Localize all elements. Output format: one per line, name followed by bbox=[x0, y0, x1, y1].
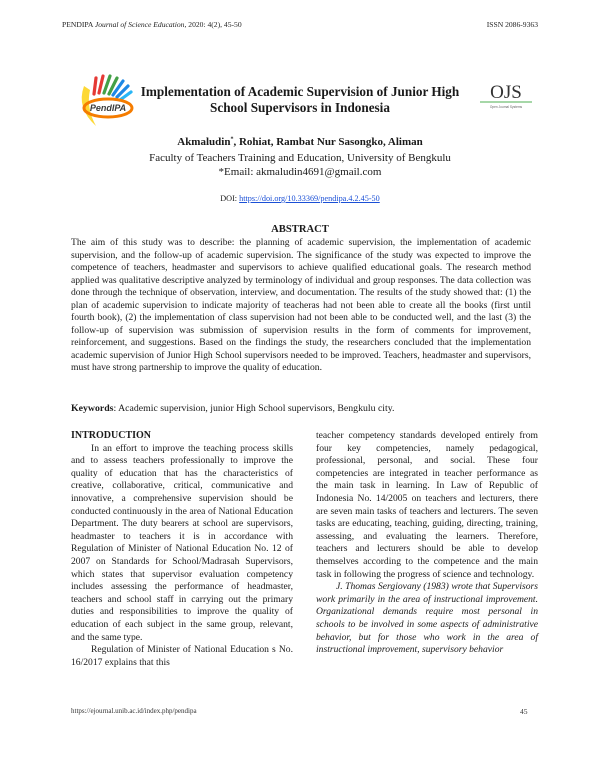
abstract-heading: ABSTRACT bbox=[271, 224, 329, 235]
doi-label: DOI: bbox=[220, 194, 240, 203]
affiliation: Faculty of Teachers Training and Education, University of Bengkulu bbox=[149, 152, 451, 164]
doi-line bbox=[60, 194, 540, 203]
running-head bbox=[62, 20, 538, 29]
right-column bbox=[316, 430, 538, 657]
section-heading-introduction: INTRODUCTION bbox=[71, 430, 152, 441]
page-number: 45 bbox=[520, 707, 528, 716]
ojs-logo-icon bbox=[474, 80, 538, 112]
svg-text:PendIPA: PendIPA bbox=[89, 103, 127, 113]
journal-title-italic: Journal of Science Education bbox=[94, 20, 185, 29]
author-list bbox=[60, 136, 540, 148]
abstract-text: The aim of this study was to describe: the planning of academic supervision, the implementation of academic supervision, and the follow-up of academic supervision. The significance of the study was expected to improve the competence of teachers, headmaster and supervisors to achieve qualified educational goals. The research method applied was qualitative descriptive analyzed by terminology of individual and group responses. The data collection was done through the technique of observation, interview, and documentation. The results of the study showed that: (1) the plan of academic supervision to indicate majority of teacheras had not been able to create all the books (first until fourth book), (2) the implementation of class supervision had not been able to be conducted well, and the last (3) the follow-up of supervision was submission of supervision results in the form of comments for improvement, reinforcement, and suggestions. Based on the findings the study, the researchers concluded that the implementation academic supervision of Junior High School supervisors needed to be improved. Teachers, headmaster and supervisors, must have strong partnership to improve the quality of education. bbox=[71, 237, 531, 374]
paragraph: In an effort to improve the teaching process skills and to assess teachers professionally to improve the quality of education that has the characteristics of creative, collaborative, critical, communicative and innovative, a comprehensive supervision should be conducted continuously in the area of National Education Department. The duty bearers at school are supervisors, headmaster to teachers it is in accordance with Regulation of Minister of National Education No. 12 of 2007 on Standards for School/Madrasah Supervisors, which states that supervisor evaluation competency includes assessing the performance of headmaster, teachers and school staff in carrying out the primary duties and responsibilities to improve the quality of education of each subject in the same group, relevant, and the same type. bbox=[71, 442, 293, 643]
affiliation-block bbox=[60, 151, 540, 179]
paragraph: Regulation of Minister of National Education s No. 16/2017 explains that this bbox=[71, 644, 293, 668]
paper-title: Implementation of Academic Supervision of Junior High School Supervisors in Indonesia bbox=[140, 84, 460, 115]
co-authors: , Rohiat, Rambat Nur Sasongko, Aliman bbox=[233, 136, 423, 148]
journal-name: PENDIPA bbox=[62, 20, 95, 29]
keywords-label: Keywords bbox=[71, 403, 114, 414]
keywords-text: : Academic supervision, junior High School supervisors, Bengkulu city. bbox=[113, 403, 395, 414]
journal-citation bbox=[62, 20, 242, 29]
svg-text:OJS: OJS bbox=[490, 82, 522, 103]
footer-url: https://ejournal.unib.ac.id/index.php/pendipa bbox=[71, 707, 197, 715]
issn: ISSN 2086-9363 bbox=[486, 20, 538, 29]
left-column bbox=[71, 430, 293, 669]
corresponding-mark: * bbox=[230, 136, 234, 143]
svg-text:Open Journal Systems: Open Journal Systems bbox=[489, 105, 523, 109]
doi-link[interactable]: https://doi.org/10.33369/pendipa.4.2.45-50 bbox=[239, 194, 380, 203]
corresponding-author: Akmaludin bbox=[177, 136, 231, 148]
journal-volume: , 2020: 4(2), 45-50 bbox=[184, 20, 242, 29]
pendipa-logo-icon bbox=[74, 68, 138, 130]
paragraph: teacher competency standards developed entirely from four key competencies, namely pedagogical, professional, personal, and social. These four competencies are integrated in teacher performance as the main task in learning. In Law of Republic of Indonesia No. 14/2005 on teachers and lecturers, there are seven main tasks of teachers and lecturers. The seven tasks are educating, teaching, guiding, directing, training, assessing, and evaluating the learners. Therefore, teachers and lecturers should be able to develop themselves according to the competence and the main task in following the progress of science and technology. bbox=[316, 430, 538, 580]
quote-paragraph: J. Thomas Sergiovany (1983) wrote that Supervisors work primarily in the area of instructional improvement. Organizational demands require most personal in schools to be involved in some aspects of administrative behavior, but for those who work in the area of instructional improvement, supervisory behavior bbox=[316, 581, 538, 656]
email: *Email: akmaludin4691@gmail.com bbox=[218, 166, 382, 178]
keywords bbox=[71, 403, 531, 414]
